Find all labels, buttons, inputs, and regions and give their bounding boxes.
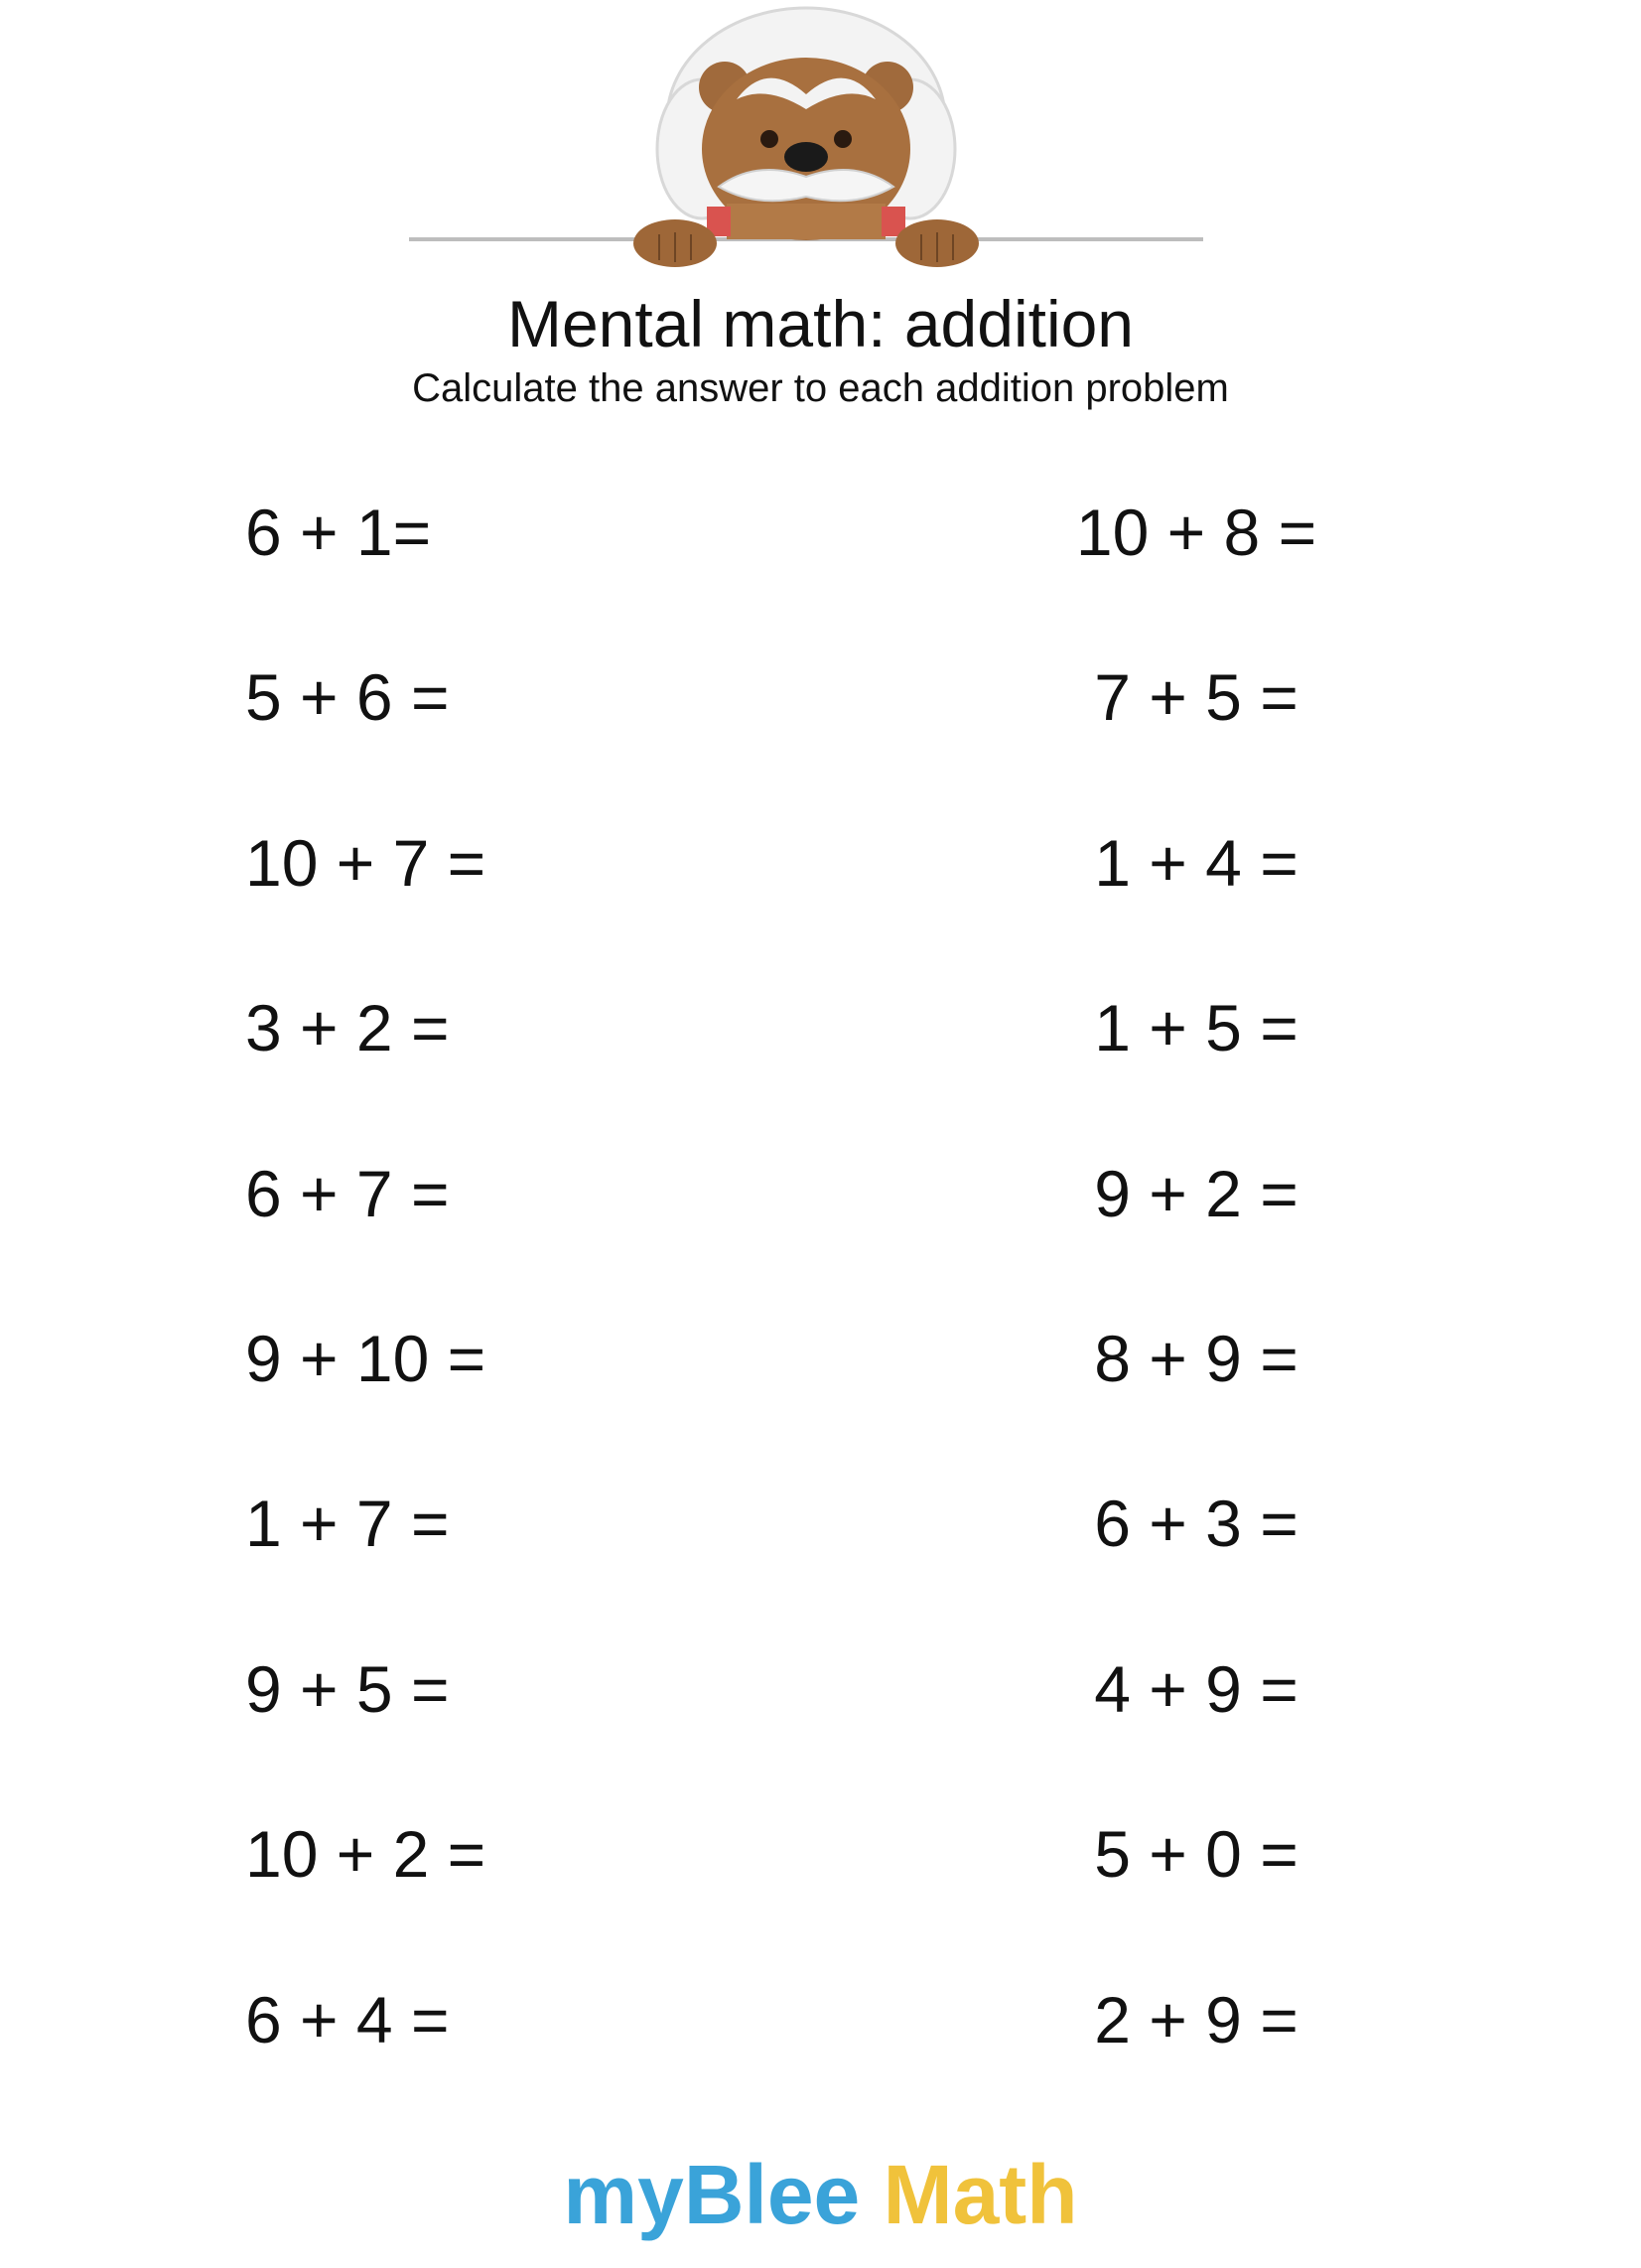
problem-item: 1 + 5 = — [1094, 991, 1299, 1065]
brand-logo-part2: Math — [860, 2148, 1078, 2241]
problem-item: 10 + 2 = — [245, 1817, 486, 1892]
problem-item: 2 + 9 = — [1094, 1982, 1299, 2056]
problem-item: 3 + 2 = — [245, 991, 450, 1065]
worksheet-instructions: Calculate the answer to each addition problem — [412, 366, 1229, 410]
problem-item: 7 + 5 = — [1094, 660, 1299, 735]
problem-item: 9 + 5 = — [245, 1651, 450, 1726]
problem-item: 5 + 6 = — [245, 660, 450, 735]
problems-left-column — [245, 483, 485, 2135]
problem-item: 1 + 4 = — [1094, 825, 1299, 900]
problem-item: 10 + 7 = — [245, 825, 486, 900]
worksheet-title: Mental math: addition — [506, 287, 1135, 360]
problem-item: 6 + 4 = — [245, 1982, 450, 2056]
problem-item: 9 + 2 = — [1094, 1156, 1299, 1230]
problem-item: 6 + 3 = — [1094, 1487, 1299, 1561]
problems-right-column — [1062, 483, 1330, 2135]
brand-logo-part1: myBlee — [563, 2148, 861, 2241]
bear-mascot-icon — [409, 0, 1203, 273]
problem-item: 5 + 0 = — [1094, 1817, 1299, 1892]
problem-item: 4 + 9 = — [1094, 1651, 1299, 1726]
problem-item: 6 + 1= — [245, 496, 432, 569]
brand-logo — [0, 2145, 1641, 2244]
problem-item: 8 + 9 = — [1094, 1321, 1299, 1395]
problem-item: 1 + 7 = — [245, 1487, 450, 1561]
problem-item: 10 + 8 = — [1075, 496, 1317, 569]
problem-item: 6 + 7 = — [245, 1156, 450, 1230]
problem-item: 9 + 10 = — [245, 1321, 486, 1395]
